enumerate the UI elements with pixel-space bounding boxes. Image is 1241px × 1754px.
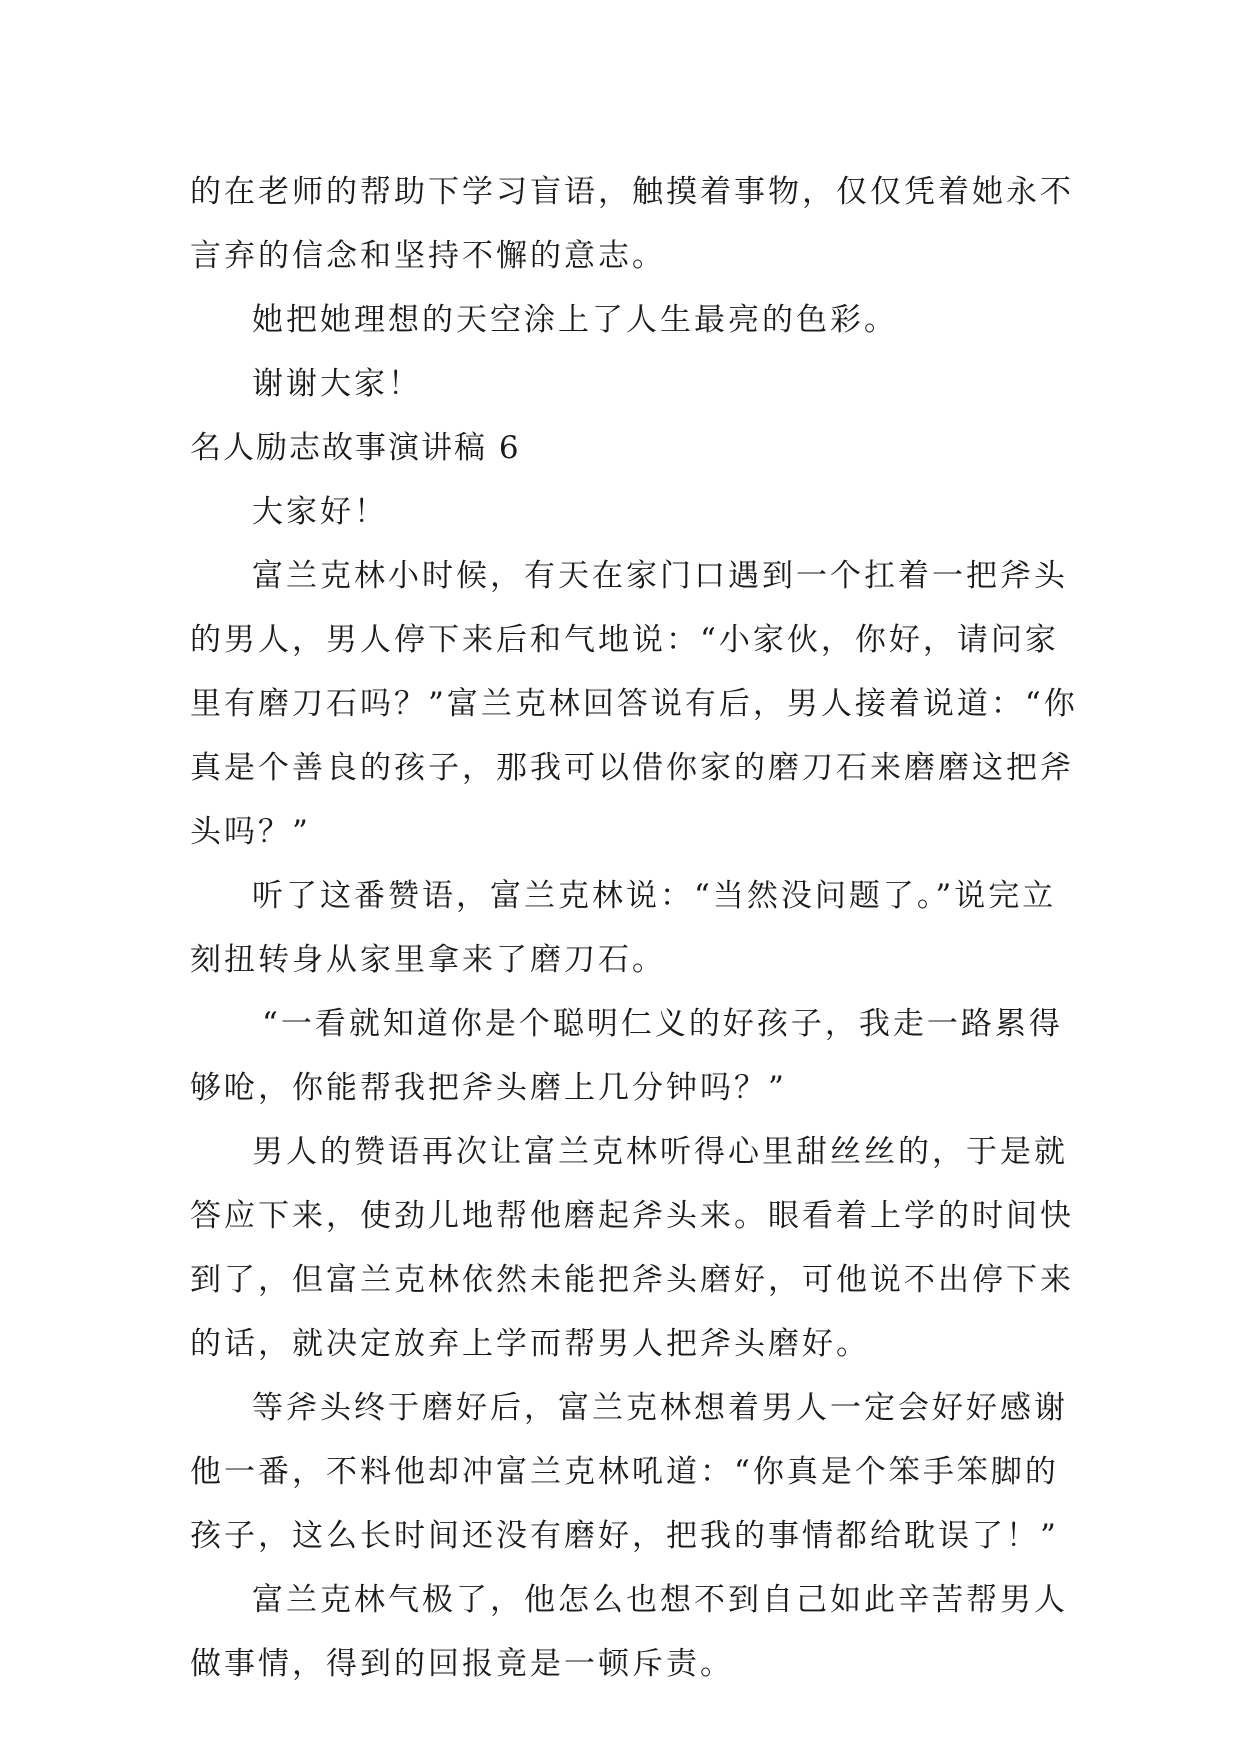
text-line: 头吗？” xyxy=(190,814,311,850)
text-line: 谢谢大家！ xyxy=(252,366,422,402)
text-line: “一看就知道你是个聪明仁义的好孩子，我走一路累得 xyxy=(262,1006,1063,1042)
text-line: 刻扭转身从家里拿来了磨刀石。 xyxy=(190,942,666,978)
text-line: 够呛，你能帮我把斧头磨上几分钟吗？” xyxy=(190,1070,787,1106)
text-line: 答应下来，使劲儿地帮他磨起斧头来。眼看着上学的时间快 xyxy=(190,1198,1074,1234)
text-line: 富兰克林小时候，有天在家门口遇到一个扛着一把斧头 xyxy=(252,558,1068,594)
text-line: 到了，但富兰克林依然未能把斧头磨好，可他说不出停下来 xyxy=(190,1262,1074,1298)
text-line: 男人的赞语再次让富兰克林听得心里甜丝丝的，于是就 xyxy=(252,1134,1068,1170)
text-line: 里有磨刀石吗？”富兰克林回答说有后，男人接着说道：“你 xyxy=(190,686,1078,722)
text-line: 孩子，这么长时间还没有磨好，把我的事情都给耽误了！” xyxy=(190,1518,1059,1554)
section-heading: 名人励志故事演讲稿 6 xyxy=(190,430,521,466)
text-line: 真是个善良的孩子，那我可以借你家的磨刀石来磨磨这把斧 xyxy=(190,750,1074,786)
text-line: 的男人，男人停下来后和气地说：“小家伙，你好，请问家 xyxy=(190,622,1059,658)
text-line: 听了这番赞语，富兰克林说：“当然没问题了。”说完立 xyxy=(252,878,1057,914)
text-line: 言弃的信念和坚持不懈的意志。 xyxy=(190,238,666,274)
text-line: 的话，就决定放弃上学而帮男人把斧头磨好。 xyxy=(190,1326,870,1362)
text-line: 富兰克林气极了，他怎么也想不到自己如此辛苦帮男人 xyxy=(252,1582,1068,1618)
text-line: 的在老师的帮助下学习盲语，触摸着事物，仅仅凭着她永不 xyxy=(190,174,1074,210)
text-line: 他一番，不料他却冲富兰克林吼道：“你真是个笨手笨脚的 xyxy=(190,1454,1059,1490)
text-line: 她把她理想的天空涂上了人生最亮的色彩。 xyxy=(252,302,898,338)
document-body xyxy=(190,160,1078,1696)
text-line: 大家好！ xyxy=(252,494,388,530)
text-line: 等斧头终于磨好后，富兰克林想着男人一定会好好感谢 xyxy=(252,1390,1068,1426)
text-line: 做事情，得到的回报竟是一顿斥责。 xyxy=(190,1646,734,1682)
